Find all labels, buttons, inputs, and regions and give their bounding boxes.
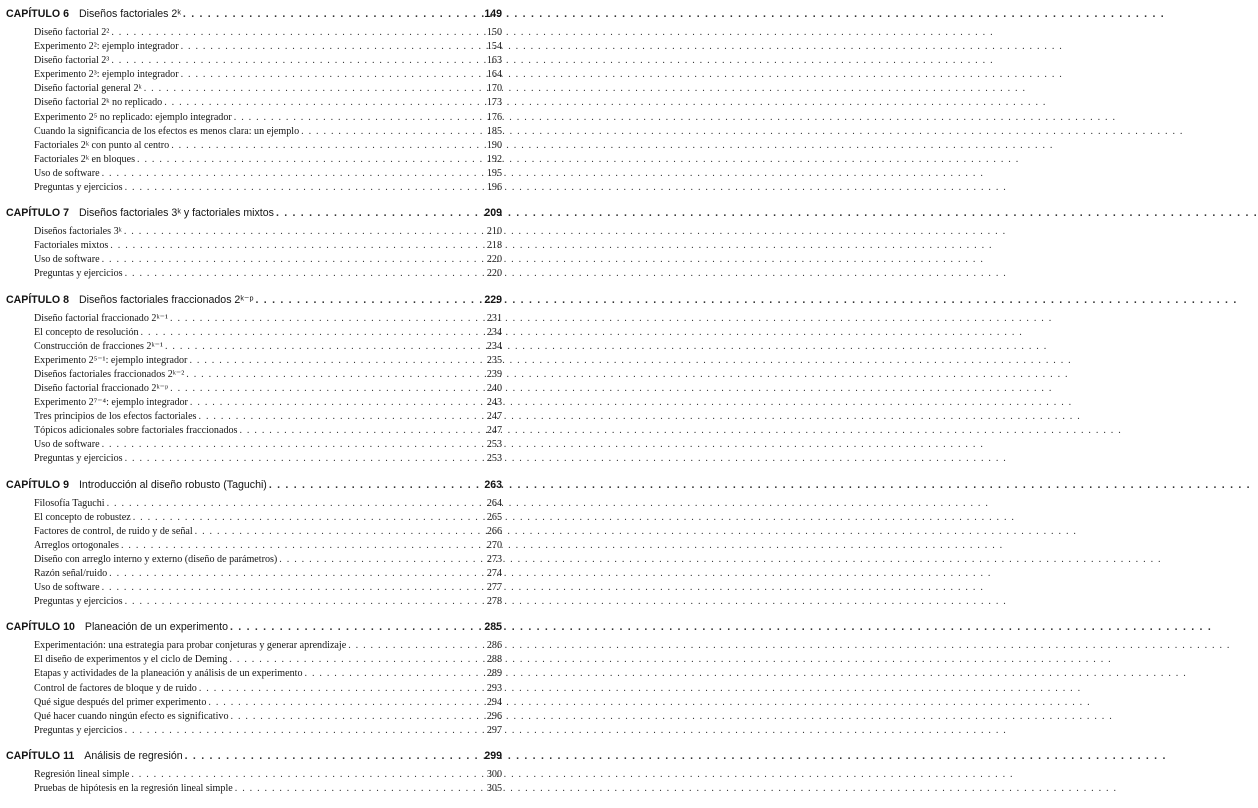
- toc-entry: [6, 512, 502, 526]
- entry-page-number: 150: [486, 27, 502, 38]
- toc-entry: [6, 313, 502, 327]
- entry-title: Experimento 2⁵⁻¹: ejemplo integrador: [34, 354, 188, 366]
- entry-page-number: 220: [486, 268, 502, 280]
- entry-page-number: 239: [486, 368, 502, 380]
- entry-title: Filosofía Taguchi: [34, 497, 105, 509]
- chapter-title: Diseños factoriales 2ᵏ: [78, 8, 181, 20]
- dot-leader: [239, 425, 478, 436]
- entry-title: Tres principios de los efectos factoriales: [34, 411, 197, 423]
- dot-leader: [276, 207, 478, 219]
- entry-title: Experimento 2⁷⁻⁴: ejemplo integrador: [34, 397, 188, 409]
- entry-title: Factoriales mixtos: [34, 240, 109, 252]
- entry-title: Preguntas y ejercicios: [34, 182, 123, 194]
- entry-page-number: 190: [486, 139, 502, 151]
- dot-leader: [231, 711, 478, 722]
- dot-leader: [124, 226, 478, 237]
- entry-title: Factoriales 2ᵏ con punto al centro: [34, 139, 170, 151]
- toc-entry: [6, 140, 502, 154]
- entry-page-number: 253: [486, 453, 502, 465]
- toc-entry: [6, 168, 502, 182]
- entry-title: Uso de software: [34, 582, 100, 594]
- toc-entry: [6, 355, 502, 369]
- chapter-page-number: 149: [484, 8, 502, 20]
- dot-leader: [229, 654, 478, 665]
- dot-leader: [131, 769, 478, 780]
- toc-entry: [6, 126, 502, 140]
- entry-page-number: 173: [486, 97, 502, 109]
- entry-page-number: 196: [486, 182, 502, 194]
- entry-title: Diseños factoriales 3ᵏ: [34, 226, 122, 238]
- toc-entry: [6, 640, 502, 654]
- entry-page-number: 247: [486, 425, 502, 437]
- dot-leader: [256, 294, 478, 306]
- toc-entry: [6, 341, 502, 355]
- chapter-title: Planeación de un experimento: [84, 621, 228, 634]
- dot-leader: [125, 596, 478, 607]
- chapter-section: [6, 621, 502, 739]
- dot-leader: [171, 140, 478, 151]
- table-of-contents: [6, 8, 502, 808]
- entry-title: Etapas y actividades de la planeación y análisis de un experimento: [34, 668, 303, 680]
- toc-entry: [6, 568, 502, 582]
- dot-leader: [137, 154, 478, 165]
- entry-title: Diseños factoriales fraccionados 2ᵏ⁻²: [34, 368, 185, 380]
- dot-leader: [208, 697, 478, 708]
- toc-entry: [6, 668, 502, 682]
- dot-leader: [199, 411, 479, 422]
- chapter-page-number: 285: [484, 621, 502, 634]
- entry-page-number: 218: [486, 240, 502, 252]
- toc-entry: [6, 182, 502, 196]
- chapter-heading: [6, 750, 502, 769]
- entry-title: Diseño factorial 2ᵏ no replicado: [34, 97, 163, 109]
- entry-page-number: 231: [486, 312, 502, 324]
- entry-title: Tópicos adicionales sobre factoriales fraccionados: [34, 425, 238, 437]
- toc-entry: [6, 654, 502, 668]
- entry-title: El concepto de resolución: [34, 326, 139, 338]
- entry-page-number: 270: [486, 539, 502, 551]
- dot-leader: [164, 97, 478, 108]
- entry-title: Diseño factorial 2²: [34, 27, 110, 38]
- dot-leader: [170, 313, 478, 324]
- dot-leader: [183, 8, 478, 20]
- dot-leader: [185, 750, 478, 762]
- dot-leader: [269, 479, 478, 491]
- dot-leader: [125, 725, 478, 736]
- dot-leader: [133, 512, 478, 523]
- entry-page-number: 305: [486, 783, 502, 795]
- toc-entry: [6, 327, 502, 341]
- toc-entry: [6, 226, 502, 240]
- entry-page-number: 266: [486, 525, 502, 537]
- entry-title: Uso de software: [34, 167, 100, 179]
- toc-entry: [6, 683, 502, 697]
- toc-entry: [6, 383, 502, 397]
- entry-title: Cuando la significancia de los efectos es menos clara: un ejemplo: [34, 125, 300, 137]
- toc-entry: [6, 268, 502, 282]
- chapter-section: [6, 207, 502, 282]
- chapter-page-number: 229: [484, 293, 502, 306]
- entry-page-number: 192: [486, 153, 502, 165]
- entry-title: Diseño factorial general 2ᵏ: [34, 83, 142, 95]
- dot-leader: [189, 355, 478, 366]
- toc-entry: [6, 425, 502, 439]
- dot-leader: [301, 126, 478, 137]
- entry-page-number: 278: [486, 596, 502, 608]
- chapter-heading: [6, 8, 502, 27]
- chapter-heading: [6, 207, 502, 226]
- dot-leader: [186, 369, 478, 380]
- entry-page-number: 300: [486, 768, 502, 780]
- entry-page-number: 185: [486, 125, 502, 137]
- entry-title: Diseño con arreglo interno y externo (diseño de parámetros): [34, 553, 278, 565]
- dot-leader: [234, 112, 478, 123]
- toc-entry: [6, 97, 502, 111]
- dot-leader: [305, 668, 478, 679]
- entry-title: Diseño factorial fraccionado 2ᵏ⁻ᵖ: [34, 382, 169, 394]
- chapter-section: [6, 479, 502, 611]
- chapter-number: CAPÍTULO 8: [6, 293, 69, 306]
- entry-title: Preguntas y ejercicios: [34, 596, 123, 608]
- chapter-title: Diseños factoriales 3ᵏ y factoriales mixtos: [78, 207, 274, 220]
- entry-title: Experimento 2⁵ no replicado: ejemplo integrador: [34, 111, 232, 123]
- entry-title: Diseño factorial 2³: [34, 55, 110, 67]
- entry-title: Uso de software: [34, 439, 100, 451]
- entry-page-number: 164: [486, 69, 502, 81]
- dot-leader: [230, 621, 478, 633]
- entry-page-number: 220: [486, 254, 502, 266]
- dot-leader: [195, 526, 478, 537]
- entry-title: Qué hacer cuando ningún efecto es significativo: [34, 710, 229, 722]
- toc-entry: [6, 69, 502, 83]
- entry-page-number: 273: [486, 553, 502, 565]
- entry-title: Preguntas y ejercicios: [34, 453, 123, 465]
- toc-entry: [6, 254, 502, 268]
- dot-leader: [125, 268, 478, 279]
- entry-page-number: 234: [486, 340, 502, 352]
- toc-entry: [6, 554, 502, 568]
- entry-title: Qué sigue después del primer experimento: [34, 696, 207, 708]
- entry-page-number: 210: [486, 226, 502, 238]
- entry-page-number: 154: [486, 41, 502, 53]
- dot-leader: [110, 240, 478, 251]
- entry-page-number: 264: [486, 497, 502, 509]
- dot-leader: [170, 383, 478, 394]
- chapter-section: [6, 750, 502, 797]
- entry-page-number: 288: [486, 654, 502, 666]
- toc-entry: [6, 582, 502, 596]
- dot-leader: [235, 783, 478, 794]
- toc-entry: [6, 83, 502, 97]
- chapter-number: CAPÍTULO 11: [6, 749, 75, 762]
- entry-page-number: 294: [486, 696, 502, 708]
- dot-leader: [111, 55, 478, 66]
- dot-leader: [107, 498, 478, 509]
- toc-entry: [6, 240, 502, 254]
- dot-leader: [121, 540, 478, 551]
- toc-entry: [6, 154, 502, 168]
- entry-title: Experimentación: una estrategia para probar conjeturas y generar aprendizaje: [34, 640, 347, 652]
- entry-page-number: 234: [486, 326, 502, 338]
- entry-title: Regresión lineal simple: [34, 768, 130, 780]
- entry-page-number: 163: [486, 55, 502, 67]
- chapter-section: [6, 8, 502, 196]
- toc-entry: [6, 783, 502, 797]
- entry-page-number: 247: [486, 411, 502, 423]
- entry-page-number: 297: [486, 724, 502, 736]
- entry-title: Factores de control, de ruido y de señal: [34, 525, 193, 537]
- dot-leader: [181, 69, 478, 80]
- dot-leader: [102, 168, 478, 179]
- toc-entry: [6, 439, 502, 453]
- entry-title: Arreglos ortogonales: [34, 539, 119, 551]
- toc-entry: [6, 369, 502, 383]
- entry-page-number: 293: [486, 682, 502, 694]
- dot-leader: [111, 27, 478, 38]
- toc-entry: [6, 697, 502, 711]
- dot-leader: [109, 568, 478, 579]
- entry-title: Control de factores de bloque y de ruido: [34, 682, 197, 694]
- dot-leader: [141, 327, 478, 338]
- entry-title: Razón señal/ruido: [34, 568, 108, 579]
- chapter-number: CAPÍTULO 10: [6, 621, 75, 634]
- chapter-title: Introducción al diseño robusto (Taguchi): [78, 478, 267, 491]
- entry-title: El diseño de experimentos y el ciclo de Deming: [34, 654, 228, 666]
- toc-entry: [6, 498, 502, 512]
- dot-leader: [102, 439, 478, 450]
- chapter-page-number: 299: [484, 749, 502, 762]
- toc-entry: [6, 540, 502, 554]
- dot-leader: [125, 453, 478, 464]
- dot-leader: [181, 41, 478, 52]
- entry-page-number: 274: [486, 568, 502, 579]
- entry-page-number: 176: [486, 111, 502, 123]
- entry-page-number: 235: [486, 354, 502, 366]
- toc-entry: [6, 397, 502, 411]
- dot-leader: [199, 683, 478, 694]
- dot-leader: [190, 397, 478, 408]
- dot-leader: [102, 582, 478, 593]
- dot-leader: [279, 554, 478, 565]
- chapter-page-number: 263: [484, 478, 502, 491]
- toc-entry: [6, 526, 502, 540]
- chapter-title: Diseños factoriales fraccionados 2ᵏ⁻ᵖ: [78, 293, 254, 306]
- toc-entry: [6, 41, 502, 55]
- entry-page-number: 195: [486, 167, 502, 179]
- chapter-heading: [6, 621, 502, 640]
- dot-leader: [102, 254, 478, 265]
- dot-leader: [125, 182, 478, 193]
- entry-page-number: 296: [486, 710, 502, 722]
- entry-page-number: 277: [486, 582, 502, 594]
- chapter-section: [6, 294, 502, 468]
- toc-entry: [6, 112, 502, 126]
- entry-title: Construcción de fracciones 2ᵏ⁻¹: [34, 340, 163, 352]
- entry-title: Pruebas de hipótesis en la regresión lineal simple: [34, 783, 233, 795]
- dot-leader: [165, 341, 478, 352]
- entry-page-number: 170: [486, 83, 502, 95]
- entry-title: Uso de software: [34, 254, 100, 266]
- chapter-heading: [6, 479, 502, 498]
- entry-page-number: 253: [486, 439, 502, 451]
- entry-title: Preguntas y ejercicios: [34, 724, 123, 736]
- chapter-number: CAPÍTULO 9: [6, 478, 69, 491]
- entry-title: Diseño factorial fraccionado 2ᵏ⁻¹: [34, 312, 169, 324]
- toc-entry: [6, 596, 502, 610]
- entry-title: Experimento 2³: ejemplo integrador: [34, 69, 179, 81]
- chapter-page-number: 209: [484, 207, 502, 220]
- dot-leader: [348, 640, 478, 651]
- chapter-title: Análisis de regresión: [84, 749, 183, 762]
- toc-entry: [6, 769, 502, 783]
- entry-page-number: 286: [486, 640, 502, 652]
- toc-entry: [6, 453, 502, 467]
- chapter-number: CAPÍTULO 7: [6, 207, 69, 220]
- toc-entry: [6, 27, 502, 41]
- entry-page-number: 289: [486, 668, 502, 680]
- toc-entry: [6, 411, 502, 425]
- entry-title: El concepto de robustez: [34, 511, 131, 523]
- entry-title: Experimento 2²: ejemplo integrador: [34, 41, 179, 53]
- toc-entry: [6, 55, 502, 69]
- chapter-number: CAPÍTULO 6: [6, 8, 69, 20]
- entry-page-number: 265: [486, 511, 502, 523]
- entry-page-number: 240: [486, 382, 502, 394]
- chapter-heading: [6, 294, 502, 313]
- entry-title: Preguntas y ejercicios: [34, 268, 123, 280]
- entry-page-number: 243: [486, 397, 502, 409]
- toc-entry: [6, 711, 502, 725]
- dot-leader: [144, 83, 478, 94]
- entry-title: Factoriales 2ᵏ en bloques: [34, 153, 136, 165]
- toc-entry: [6, 725, 502, 739]
